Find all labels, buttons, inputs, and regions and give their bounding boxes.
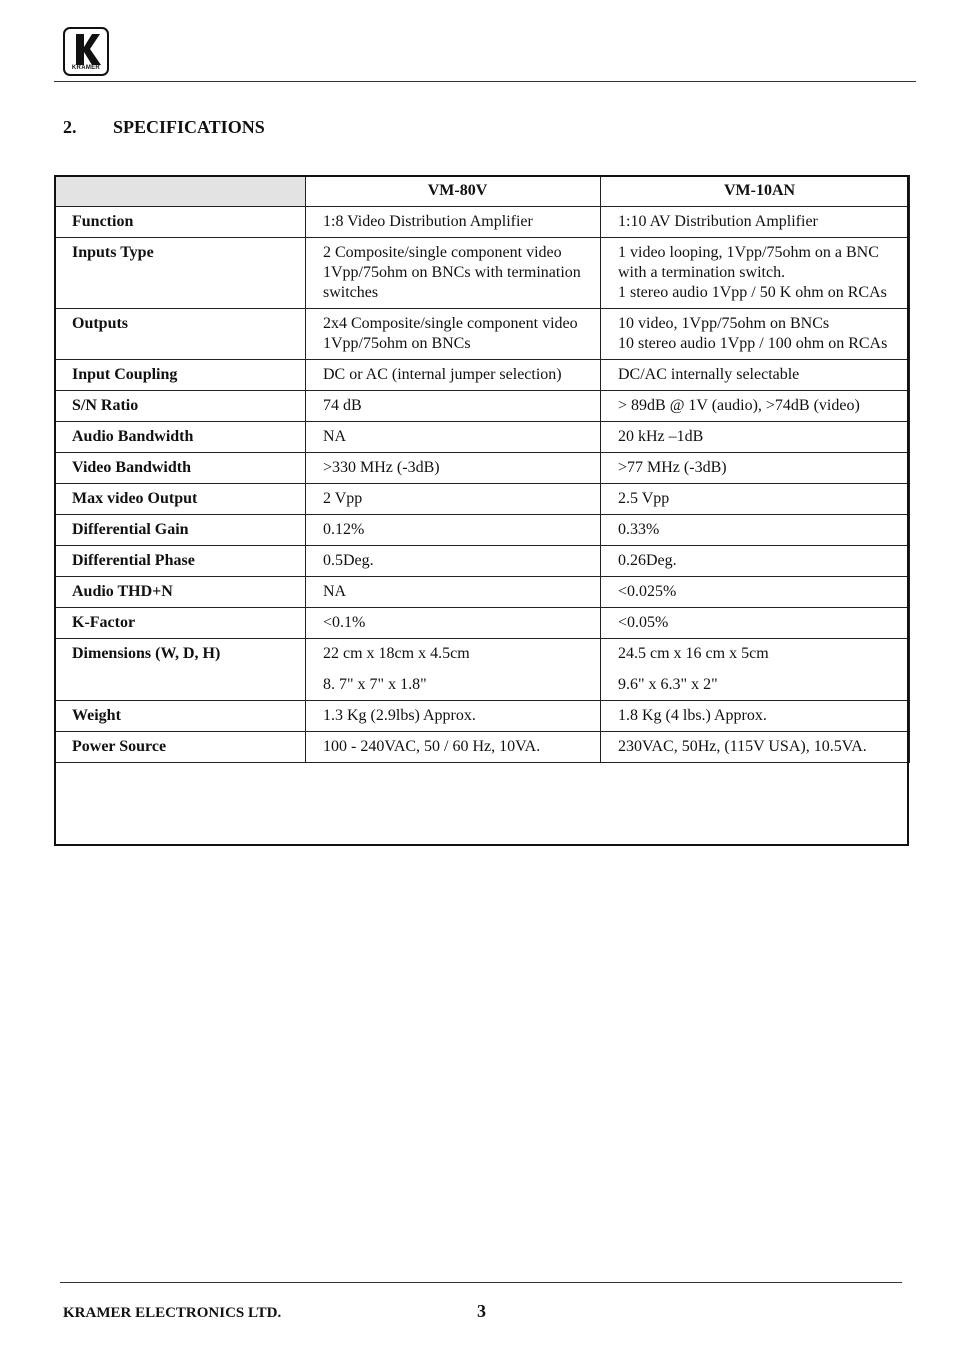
spec-value-line: <0.1% <box>323 614 366 631</box>
spec-value-line: 230VAC, 50Hz, (115V USA), 10.5VA. <box>618 738 867 755</box>
spec-value-vm80v <box>306 515 601 546</box>
spec-value-vm80v <box>306 577 601 608</box>
table-row <box>55 484 910 515</box>
page-number: 3 <box>477 1301 486 1321</box>
spec-value-line: NA <box>323 583 347 600</box>
spec-label: K-Factor <box>55 608 306 639</box>
spec-value-vm10an <box>601 360 910 391</box>
footer-company: KRAMER ELECTRONICS LTD. <box>63 1305 282 1321</box>
table-header-row <box>55 176 910 207</box>
spec-value-line: 1.8 Kg (4 lbs.) Approx. <box>618 707 767 724</box>
spec-value-line: 0.5Deg. <box>323 552 374 569</box>
spec-value-line: <0.05% <box>618 614 669 631</box>
spec-label: Audio THD+N <box>55 577 306 608</box>
spec-label: Outputs <box>55 309 306 360</box>
table-row <box>55 546 910 577</box>
spec-label: Input Coupling <box>55 360 306 391</box>
header-cell-vm80v: VM-80V <box>306 176 601 207</box>
spec-value-vm10an <box>601 732 910 763</box>
table-row <box>55 238 910 309</box>
table-row <box>55 608 910 639</box>
spec-label: Inputs Type <box>55 238 306 309</box>
spec-value-vm80v <box>306 238 601 309</box>
spec-value-vm80v <box>306 546 601 577</box>
spec-value-line: 1:8 Video Distribution Amplifier <box>323 213 533 230</box>
spec-value-vm10an <box>601 391 910 422</box>
spec-value-line: 74 dB <box>323 397 362 414</box>
spec-value-line: 10 stereo audio 1Vpp / 100 ohm on RCAs <box>618 335 888 352</box>
footer-rule <box>60 1282 902 1283</box>
spec-value-vm10an <box>601 577 910 608</box>
spec-value-vm10an <box>601 546 910 577</box>
spec-value-vm10an <box>601 701 910 732</box>
spec-value-vm10an <box>601 484 910 515</box>
table-row <box>55 453 910 484</box>
table-row <box>55 701 910 732</box>
table-row <box>55 515 910 546</box>
spec-label: Dimensions (W, D, H) <box>55 639 306 701</box>
spec-value-vm80v <box>306 422 601 453</box>
section-number: 2. <box>63 117 77 137</box>
spec-value-line: DC/AC internally selectable <box>618 366 800 383</box>
spec-value-line: 2 Composite/single component video 1Vpp/75ohm on BNCs with termination switches <box>323 244 581 301</box>
spec-value-vm80v <box>306 360 601 391</box>
spec-value-vm10an <box>601 422 910 453</box>
spec-value-vm80v <box>306 701 601 732</box>
header-rule <box>54 81 916 82</box>
table-row <box>55 360 910 391</box>
section-title: SPECIFICATIONS <box>113 117 265 137</box>
spec-label: Weight <box>55 701 306 732</box>
spec-value-vm10an <box>601 515 910 546</box>
spec-value-line: 1.3 Kg (2.9lbs) Approx. <box>323 707 476 724</box>
spec-value-vm10an <box>601 608 910 639</box>
table-row <box>55 207 910 238</box>
table-row <box>55 422 910 453</box>
table-row <box>55 577 910 608</box>
table-row <box>55 639 910 701</box>
spec-value-line: 20 kHz –1dB <box>618 428 704 445</box>
spec-value-line: 8. 7" x 7" x 1.8" <box>323 676 427 693</box>
spec-value-line: 10 video, 1Vpp/75ohm on BNCs <box>618 315 830 332</box>
spec-label: Audio Bandwidth <box>55 422 306 453</box>
section-heading <box>63 117 265 137</box>
spec-value-vm80v <box>306 732 601 763</box>
spec-value-vm80v <box>306 484 601 515</box>
header-cell-blank <box>55 176 306 207</box>
table-row <box>55 309 910 360</box>
spec-value-vm80v <box>306 608 601 639</box>
kramer-logo <box>63 27 109 76</box>
spec-value-vm10an <box>601 453 910 484</box>
spec-value-vm10an <box>601 238 910 309</box>
spec-value-line: 100 - 240VAC, 50 / 60 Hz, 10VA. <box>323 738 541 755</box>
spec-value-line: DC or AC (internal jumper selection) <box>323 366 562 383</box>
spec-value-line: 1:10 AV Distribution Amplifier <box>618 213 818 230</box>
spec-label: Function <box>55 207 306 238</box>
spec-value-vm80v <box>306 207 601 238</box>
spec-label: Video Bandwidth <box>55 453 306 484</box>
spec-value-vm80v <box>306 639 601 701</box>
header-cell-vm10an: VM-10AN <box>601 176 910 207</box>
spec-value-vm80v <box>306 391 601 422</box>
spec-value-line: 1 stereo audio 1Vpp / 50 K ohm on RCAs <box>618 284 887 301</box>
spec-value-line: 2x4 Composite/single component video 1Vpp/75ohm on BNCs <box>323 315 578 352</box>
spec-value-vm80v <box>306 453 601 484</box>
spec-value-line: 1 video looping, 1Vpp/75ohm on a BNC with a termination switch. <box>618 244 879 281</box>
spec-value-line: 24.5 cm x 16 cm x 5cm <box>618 645 769 662</box>
spec-value-line: 22 cm x 18cm x 4.5cm <box>323 645 470 662</box>
spec-value-line: 0.26Deg. <box>618 552 677 569</box>
spec-value-line: NA <box>323 428 347 445</box>
spec-value-line: > 89dB @ 1V (audio), >74dB (video) <box>618 397 860 414</box>
logo-text: KRAMER <box>71 65 101 71</box>
table-row <box>55 391 910 422</box>
spec-value-vm10an <box>601 309 910 360</box>
table-row <box>55 732 910 763</box>
spec-value-line: 2 Vpp <box>323 490 363 507</box>
specifications-table <box>54 175 910 763</box>
spec-label: Power Source <box>55 732 306 763</box>
spec-value-vm10an <box>601 639 910 701</box>
spec-value-line: 0.33% <box>618 521 660 538</box>
spec-value-line: >330 MHz (-3dB) <box>323 459 440 476</box>
spec-label: S/N Ratio <box>55 391 306 422</box>
spec-label: Max video Output <box>55 484 306 515</box>
spec-value-vm80v <box>306 309 601 360</box>
spec-label: Differential Gain <box>55 515 306 546</box>
spec-value-line: <0.025% <box>618 583 677 600</box>
spec-value-line: 9.6" x 6.3" x 2" <box>618 676 718 693</box>
spec-value-vm10an <box>601 207 910 238</box>
spec-label: Differential Phase <box>55 546 306 577</box>
spec-value-line: 2.5 Vpp <box>618 490 670 507</box>
spec-value-line: >77 MHz (-3dB) <box>618 459 727 476</box>
spec-value-line: 0.12% <box>323 521 365 538</box>
